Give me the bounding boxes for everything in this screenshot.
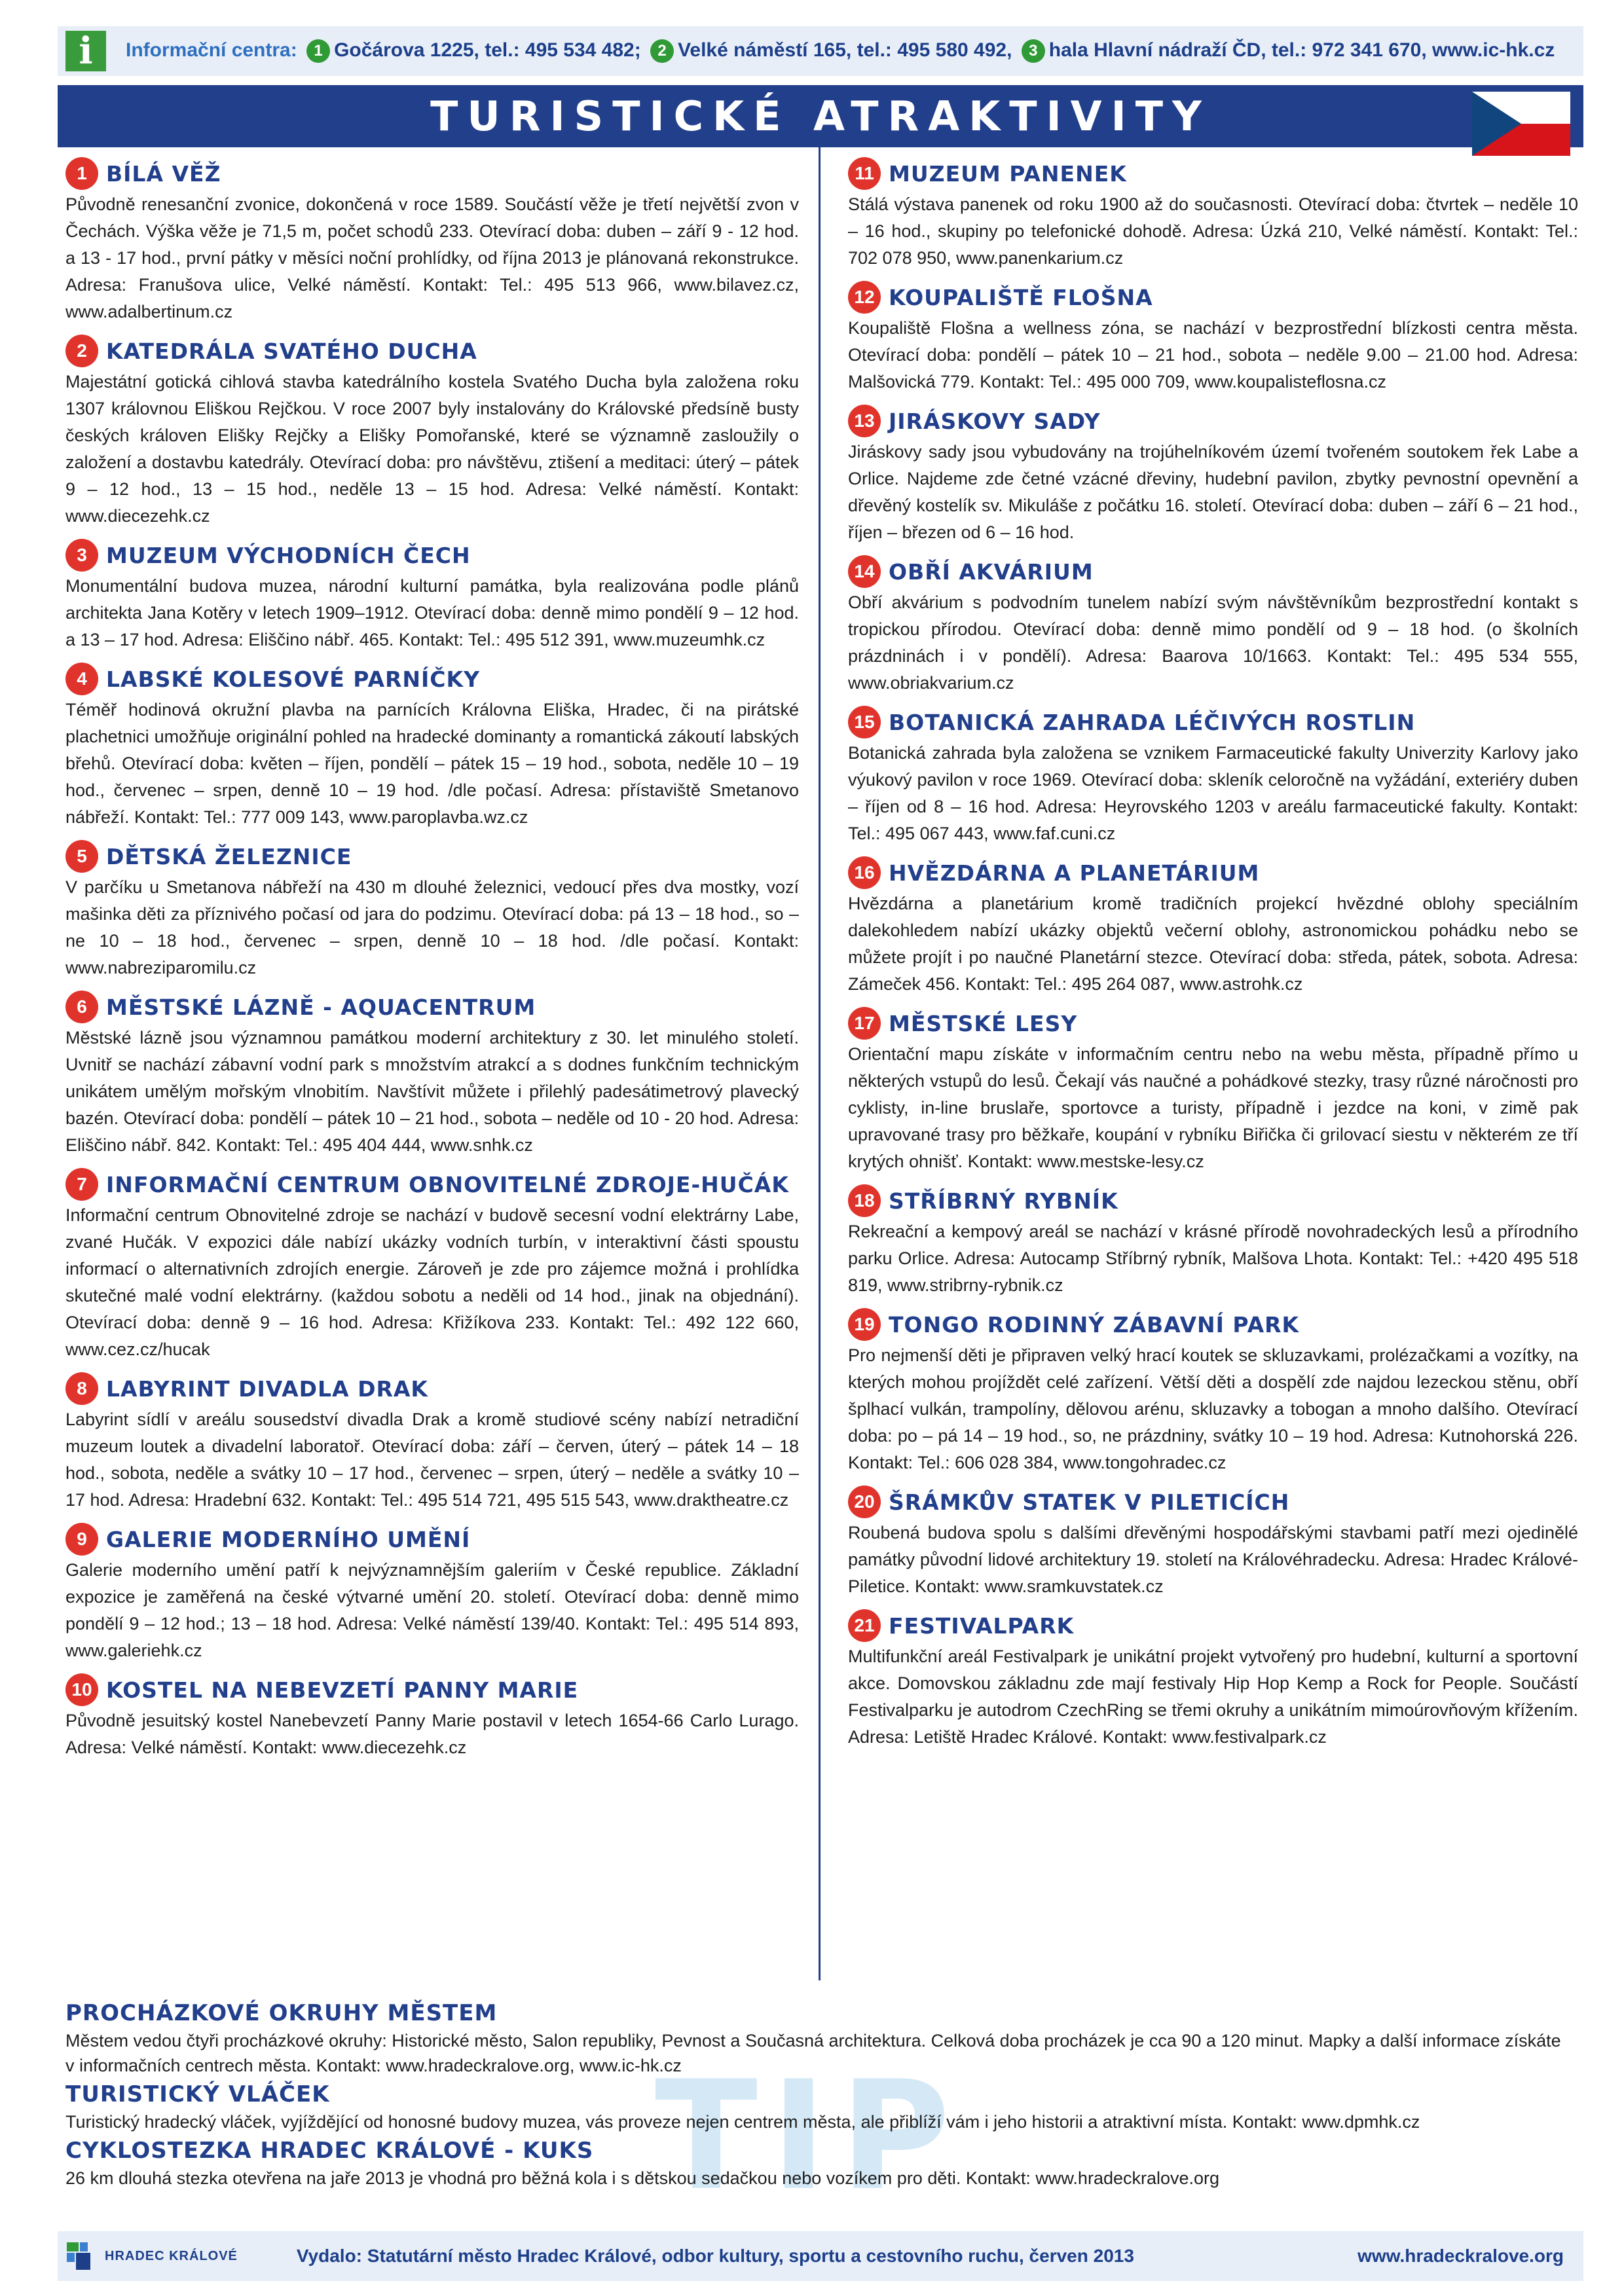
attraction-header — [65, 989, 799, 1025]
number-badge: 19 — [848, 1308, 881, 1341]
bottom-section — [65, 1998, 1572, 2192]
page-title: TURISTICKÉ ATRAKTIVITY — [430, 92, 1211, 140]
attraction-description: Původně jesuitský kostel Nanebevzetí Panny Marie postavil v letech 1654-66 Carlo Lurago. Adresa: Velké náměstí. Kontakt: www.diecezehk.cz — [65, 1711, 799, 1757]
attraction-header — [65, 156, 799, 191]
column-divider — [819, 147, 821, 1980]
attraction-description: Jiráskovy sady jsou vybudovány na trojúhelníkovém území tvořeném soutokem řek Labe a Orlice. Najdeme zde četné vzácné dřeviny, hudební pavilon, zbytky pevnostní opevnění a dřevěný kostelík sv. Mikuláše z počátku 16. století. Otevírací doba: duben – září 6 – 21 hod., říjen – březen od 6 – 16 hod. — [848, 442, 1578, 542]
number-badge: 13 — [848, 405, 881, 437]
attraction-description: Informační centrum Obnovitelné zdroje se nachází v budově secesní vodní elektrárny Labe, zvané Hučák. V expozici dále nabízí ukázky vodních turbín, v interaktivní části spoustu informací o alternativních zdrojích energie. Zároveň je zde pro zájemce možná i prohlídka skutečné malé vodní elektrárny. (každou sobotu a neděli od 14 hod., jinak na objednání). Otevírací doba: denně 9 – 16 hod. Adresa: Křižíkova 233. Kontakt: Tel.: 492 122 660, www.cez.cz/hucak — [65, 1205, 799, 1359]
attraction-item — [65, 989, 799, 1159]
attraction-header — [65, 839, 799, 874]
attraction-name: MUZEUM VÝCHODNÍCH ČECH — [106, 542, 471, 568]
number-badge: 2 — [65, 335, 98, 367]
attraction-item — [65, 333, 799, 530]
bottom-block — [65, 2079, 1572, 2134]
attraction-name: BOTANICKÁ ZAHRADA LÉČIVÝCH ROSTLIN — [889, 709, 1416, 735]
number-badge: 14 — [848, 555, 881, 588]
location-number: 3 — [1022, 39, 1045, 63]
info-label: Informační centra: — [126, 39, 297, 61]
attraction-item — [65, 156, 799, 325]
number-badge: 15 — [848, 706, 881, 738]
attraction-name: LABSKÉ KOLESOVÉ PARNÍČKY — [106, 666, 480, 692]
attraction-header — [848, 1307, 1578, 1342]
attraction-name: KOSTEL NA NEBEVZETÍ PANNY MARIE — [106, 1677, 579, 1703]
number-badge: 21 — [848, 1609, 881, 1642]
attraction-header — [848, 855, 1578, 890]
attraction-description: Pro nejmenší děti je připraven velký hrací koutek se skluzavkami, prolézačkami a vozítky, na kterých mohou projíždět celé zařízení. Větší děti a dospělí zde najdou lezeckou stěnu, obří šplhací vulkán, trampolíny, dělovou arénu, skluzavky a tobogan a mnoho dalšího. Otevírací doba: po – pá 14 – 19 hod., so, ne prázdniny, svátky 10 – 19 hod. Adresa: Kutnohorská 226. Kontakt: Tel.: 606 028 384, www.tongohradec.cz — [848, 1345, 1578, 1472]
attraction-name: HVĚZDÁRNA A PLANETÁRIUM — [889, 860, 1260, 886]
attraction-name: DĚTSKÁ ŽELEZNICE — [106, 843, 352, 869]
attraction-item — [848, 1183, 1578, 1299]
attraction-header — [65, 333, 799, 369]
attraction-description: Multifunkční areál Festivalpark je unikátní projekt vytvořený pro hudební, kulturní a sportovní akce. Domovskou základnu zde mají festivaly Hip Hop Kemp a Rock for People. Součástí Festivalparku je autodrom CzechRing se třemi okruhy a unikátním mimoúrovňovým křížením. Adresa: Letiště Hradec Králové. Kontakt: www.festivalpark.cz — [848, 1647, 1578, 1747]
attraction-name: KOUPALIŠTĚ FLOŠNA — [889, 284, 1153, 310]
number-badge: 16 — [848, 856, 881, 889]
attraction-description: Majestátní gotická cihlová stavba katedrálního kostela Svatého Ducha byla založena roku 1307 královnou Eliškou Rejčkou. V roce 2007 byly instalovány do Královské předsíně busty českých královen Elišky Rejčky a Elišky Pomořanské, které se významně zasloužily o založení a dostavbu katedrály. Otevírací doba: pro návštěvu, ztišení a meditaci: úterý – pátek 9 – 12 hod., 13 – 15 hod., neděle 13 – 15 hod. Adresa: Velké náměstí. Kontakt: www.diecezehk.cz — [65, 372, 799, 526]
info-icon: i — [65, 31, 106, 71]
attraction-header — [848, 1484, 1578, 1520]
attraction-header — [848, 1183, 1578, 1218]
attraction-description: Hvězdárna a planetárium kromě tradičních projekcí hvězdné oblohy speciálním dalekohledem nabízí ukázky objektů večerní oblohy, astronomickou pohádku nebo se můžete projít i po naučné Planetární stezce. Otevírací doba: středa, pátek, sobota. Adresa: Zámeček 456. Kontakt: Tel.: 495 264 087, www.astrohk.cz — [848, 894, 1578, 994]
attraction-name: BÍLÁ VĚŽ — [106, 160, 221, 187]
attraction-name: JIRÁSKOVY SADY — [889, 408, 1101, 434]
attraction-header — [65, 538, 799, 573]
attraction-name: LABYRINT DIVADLA DRAK — [106, 1376, 428, 1402]
attraction-name: ŠRÁMKŮV STATEK V PILETICÍCH — [889, 1489, 1290, 1515]
attraction-description: Monumentální budova muzea, národní kulturní památka, byla realizována podle plánů architekta Jana Kotěry v letech 1909–1912. Otevírací doba: denně mimo pondělí 9 – 12 hod. a 13 – 17 hod. Adresa: Eliščino nábř. 465. Kontakt: Tel.: 495 512 391, www.muzeumhk.cz — [65, 576, 799, 649]
bottom-description: Městem vedou čtyři procházkové okruhy: Historické město, Salon republiky, Pevnost a Současná architektura. Celková doba procházek je cca 90 a 120 minut. Mapky a další informace získáte v informačních centrech města. Kontakt: www.hradeckralove.org, www.ic-hk.cz — [65, 2031, 1561, 2075]
attraction-item — [848, 280, 1578, 395]
bottom-description: Turistický hradecký vláček, vyjíždějící od honosné budovy muzea, vás proveze nejen centrem města, ale přiblíží vám i jeho historii a atraktivní místa. Kontakt: www.dpmhk.cz — [65, 2112, 1420, 2132]
attraction-header — [848, 403, 1578, 439]
number-badge: 6 — [65, 991, 98, 1023]
location-text: hala Hlavní nádraží ČD, tel.: 972 341 670, www.ic-hk.cz — [1048, 39, 1555, 61]
title-bar — [58, 85, 1583, 147]
attraction-description: Koupaliště Flošna a wellness zóna, se nachází v bezprostřední blízkosti centra města. Otevírací doba: pondělí – pátek 10 – 21 hod., sobota – neděle 9.00 – 21.00 hod. Adresa: Malšovická 779. Kontakt: Tel.: 495 000 709, www.koupalisteflosna.cz — [848, 318, 1578, 392]
bottom-block — [65, 2136, 1572, 2191]
info-bar — [58, 26, 1583, 76]
number-badge: 8 — [65, 1372, 98, 1405]
attraction-description: Roubená budova spolu s dalšími dřevěnými hospodářskými stavbami patří mezi ojedinělé památky původní lidové architektury 19. století na Královéhradecku. Adresa: Hradec Králové-Piletice. Kontakt: www.sramkuvstatek.cz — [848, 1523, 1578, 1596]
bottom-heading: TURISTICKÝ VLÁČEK — [65, 2081, 330, 2107]
number-badge: 17 — [848, 1007, 881, 1040]
attraction-description: Téměř hodinová okružní plavba na parnících Královna Eliška, Hradec, či na pirátské plachetnici umožňuje originální pohled na hradecké dominanty a romantická zákoutí labských břehů. Otevírací doba: květen – říjen, pondělí – pátek 15 – 19 hod., sobota, neděle 10 – 19 hod., červenec – srpen, denně 10 – 19 hod. /dle počasí. Adresa: přístaviště Smetanovo nábřeží. Kontakt: Tel.: 777 009 143, www.paroplavba.wz.cz — [65, 700, 799, 827]
attraction-description: Orientační mapu získáte v informačním centru nebo na webu města, případně přímo u některých vstupů do lesů. Čekají vás naučné a pohádkové stezky, trasy různé náročnosti pro cyklisty, in-line bruslaře, sportovce a turisty, případně i jezdce na koni, v zimě pak upravované trasy pro běžkaře, koupání v rybníku Biřička či grilovací siestu v některém ze tří krytých ohnišť. Kontakt: www.mestske-lesy.cz — [848, 1044, 1578, 1171]
attractions-left-column — [65, 156, 799, 1769]
attraction-name: TONGO RODINNÝ ZÁBAVNÍ PARK — [889, 1311, 1300, 1338]
city-logo-icon — [67, 2240, 100, 2272]
bottom-heading: PROCHÁZKOVÉ OKRUHY MĚSTEM — [65, 2000, 498, 2026]
number-badge: 12 — [848, 281, 881, 314]
attraction-header — [65, 1371, 799, 1406]
attraction-description: V parčíku u Smetanova nábřeží na 430 m dlouhé železnici, vedoucí přes dva mostky, vozí mašinka děti za příznivého počasí od jara do podzimu. Otevírací doba: pá 13 – 18 hod., so – ne 10 – 18 hod., červenec – srpen, denně 10 – 18 hod. /dle počasí. Kontakt: www.nabreziparomilu.cz — [65, 877, 799, 977]
attraction-item — [848, 403, 1578, 546]
attraction-description: Rekreační a kempový areál se nachází v krásné přírodě novohradeckých lesů a přírodního parku Orlice. Adresa: Autocamp Stříbrný rybník, Malšova Lhota. Kontakt: Tel.: +420 495 518 819, www.stribrny-rybnik.cz — [848, 1222, 1578, 1295]
footer — [58, 2231, 1583, 2281]
attraction-description: Galerie moderního umění patří k nejvýznamnějším galeriím v České republice. Základní expozice je zaměřená na české výtvarné umění 20. století. Otevírací doba: denně mimo pondělí 9 – 12 hod.; 13 – 18 hod. Adresa: Velké náměstí 139/40. Kontakt: Tel.: 495 514 893, www.galeriehk.cz — [65, 1560, 799, 1660]
attraction-item — [848, 1484, 1578, 1600]
attraction-name: GALERIE MODERNÍHO UMĚNÍ — [106, 1526, 471, 1552]
footer-url: www.hradeckralove.org — [1357, 2246, 1564, 2266]
attraction-header — [848, 1006, 1578, 1041]
attraction-header — [848, 1608, 1578, 1643]
number-badge: 10 — [65, 1673, 98, 1706]
number-badge: 5 — [65, 840, 98, 873]
attractions-right-column — [848, 156, 1578, 1758]
attraction-description: Obří akvárium s podvodním tunelem nabízí svým návštěvníkům bezprostřední kontakt s tropickou přírodou. Otevírací doba: denně mimo pondělí od 9 – 18 hod. (o školních prázdninách i v pondělí). Adresa: Baarova 10/1663. Kontakt: Tel.: 495 534 555, www.obriakvarium.cz — [848, 592, 1578, 693]
attraction-item — [65, 661, 799, 831]
attraction-header — [848, 704, 1578, 740]
attraction-item — [65, 1522, 799, 1664]
location-text: Gočárova 1225, tel.: 495 534 482; — [334, 39, 641, 61]
number-badge: 1 — [65, 157, 98, 190]
number-badge: 4 — [65, 663, 98, 695]
number-badge: 20 — [848, 1485, 881, 1518]
attraction-header — [848, 280, 1578, 315]
attraction-item — [65, 1672, 799, 1761]
attraction-item — [848, 156, 1578, 272]
attraction-description: Labyrint sídlí v areálu sousedství divadla Drak a kromě studiové scény nabízí netradiční muzeum loutek a divadelní laboratoř. Otevírací doba: září – červen, úterý – pátek 14 – 18 hod., sobota, neděle a svátky 10 – 17 hod., červenec – srpen, úterý – neděle a svátky 10 – 17 hod. Adresa: Hradební 632. Kontakt: Tel.: 495 514 721, 495 515 543, www.draktheatre.cz — [65, 1410, 799, 1510]
number-badge: 3 — [65, 539, 98, 572]
city-logo — [67, 2240, 238, 2272]
number-badge: 9 — [65, 1523, 98, 1556]
logo-text: HRADEC KRÁLOVÉ — [105, 2248, 238, 2263]
attraction-description: Původně renesanční zvonice, dokončená v roce 1589. Součástí věže je třetí největší zvon v Čechách. Výška věže je 71,5 m, počet schodů 233. Otevírací doba: duben – září 9 - 12 hod. a 13 - 17 hod., první pátky v měsíci noční prohlídky, od října 2013 je plánovaná rekonstrukce. Adresa: Franušova ulice, Velké náměstí. Kontakt: Tel.: 495 513 966, www.bilavez.cz, www.adalbertinum.cz — [65, 194, 799, 321]
info-centers-text — [126, 39, 1555, 63]
location-text: Velké náměstí 165, tel.: 495 580 492, — [678, 39, 1012, 61]
attraction-name: MĚSTSKÉ LESY — [889, 1010, 1078, 1036]
attraction-item — [65, 1167, 799, 1363]
attraction-description: Městské lázně jsou významnou památkou moderní architektury z 30. let minulého století. Uvnitř se nachází zábavní vodní park s množstvím atrakcí a s dodnes funkčním technickým unikátem umělým mořským vlnobitím. Navštívit můžete i přilehlý padesátimetrový plavecký bazén. Otevírací doba: pondělí – pátek 10 – 21 hod., sobota – neděle od 10 - 20 hod. Adresa: Eliščino nábř. 842. Kontakt: Tel.: 495 404 444, www.snhk.cz — [65, 1028, 799, 1155]
number-badge: 18 — [848, 1184, 881, 1217]
attraction-name: MĚSTSKÉ LÁZNĚ - AQUACENTRUM — [106, 994, 536, 1020]
attraction-header — [65, 1167, 799, 1202]
attraction-item — [848, 1006, 1578, 1175]
attraction-item — [848, 1307, 1578, 1476]
attraction-header — [65, 1672, 799, 1707]
attraction-name: KATEDRÁLA SVATÉHO DUCHA — [106, 338, 477, 364]
attraction-header — [65, 661, 799, 697]
attraction-name: FESTIVALPARK — [889, 1613, 1075, 1639]
location-number: 1 — [306, 39, 330, 63]
attraction-item — [65, 1371, 799, 1514]
attraction-description: Botanická zahrada byla založena se vznikem Farmaceutické fakulty Univerzity Karlovy jako výukový pavilon v roce 1969. Otevírací doba: skleník celoročně na vyžádání, exteriéry duben – říjen od 8 – 16 hod. Adresa: Heyrovského 1203 v areálu farmaceutické fakulty. Kontakt: Tel.: 495 067 443, www.faf.cuni.cz — [848, 743, 1578, 843]
attraction-item — [65, 538, 799, 653]
attraction-name: OBŘÍ AKVÁRIUM — [889, 558, 1094, 585]
attraction-item — [848, 855, 1578, 998]
publisher-text: Vydalo: Statutární město Hradec Králové, odbor kultury, sportu a cestovního ruchu, červen 2013 — [296, 2246, 1134, 2266]
attraction-name: MUZEUM PANENEK — [889, 160, 1127, 187]
attraction-header — [848, 554, 1578, 589]
bottom-block — [65, 1998, 1572, 2078]
attraction-name: STŘÍBRNÝ RYBNÍK — [889, 1188, 1118, 1214]
location-number: 2 — [650, 39, 674, 63]
attraction-item — [848, 1608, 1578, 1751]
attraction-item — [848, 554, 1578, 697]
czech-flag-icon — [1472, 92, 1570, 156]
attraction-header — [65, 1522, 799, 1557]
attraction-name: INFORMAČNÍ CENTRUM OBNOVITELNÉ ZDROJE-HUČÁK — [106, 1171, 789, 1197]
attraction-header — [848, 156, 1578, 191]
attraction-item — [848, 704, 1578, 847]
bottom-description: 26 km dlouhá stezka otevřena na jaře 2013 je vhodná pro běžná kola i s dětskou sedačkou nebo vozíkem pro děti. Kontakt: www.hradeckralove.org — [65, 2168, 1220, 2188]
attraction-description: Stálá výstava panenek od roku 1900 až do současnosti. Otevírací doba: čtvrtek – neděle 10 – 16 hod., skupiny po telefonické dohodě. Adresa: Úzká 210, Velké náměstí. Kontakt: Tel.: 702 078 950, www.panenkarium.cz — [848, 194, 1578, 268]
bottom-heading: CYKLOSTEZKA HRADEC KRÁLOVÉ - KUKS — [65, 2138, 594, 2164]
number-badge: 11 — [848, 157, 881, 190]
attraction-item — [65, 839, 799, 981]
number-badge: 7 — [65, 1168, 98, 1201]
tip-watermark: TIP — [655, 2049, 964, 2224]
